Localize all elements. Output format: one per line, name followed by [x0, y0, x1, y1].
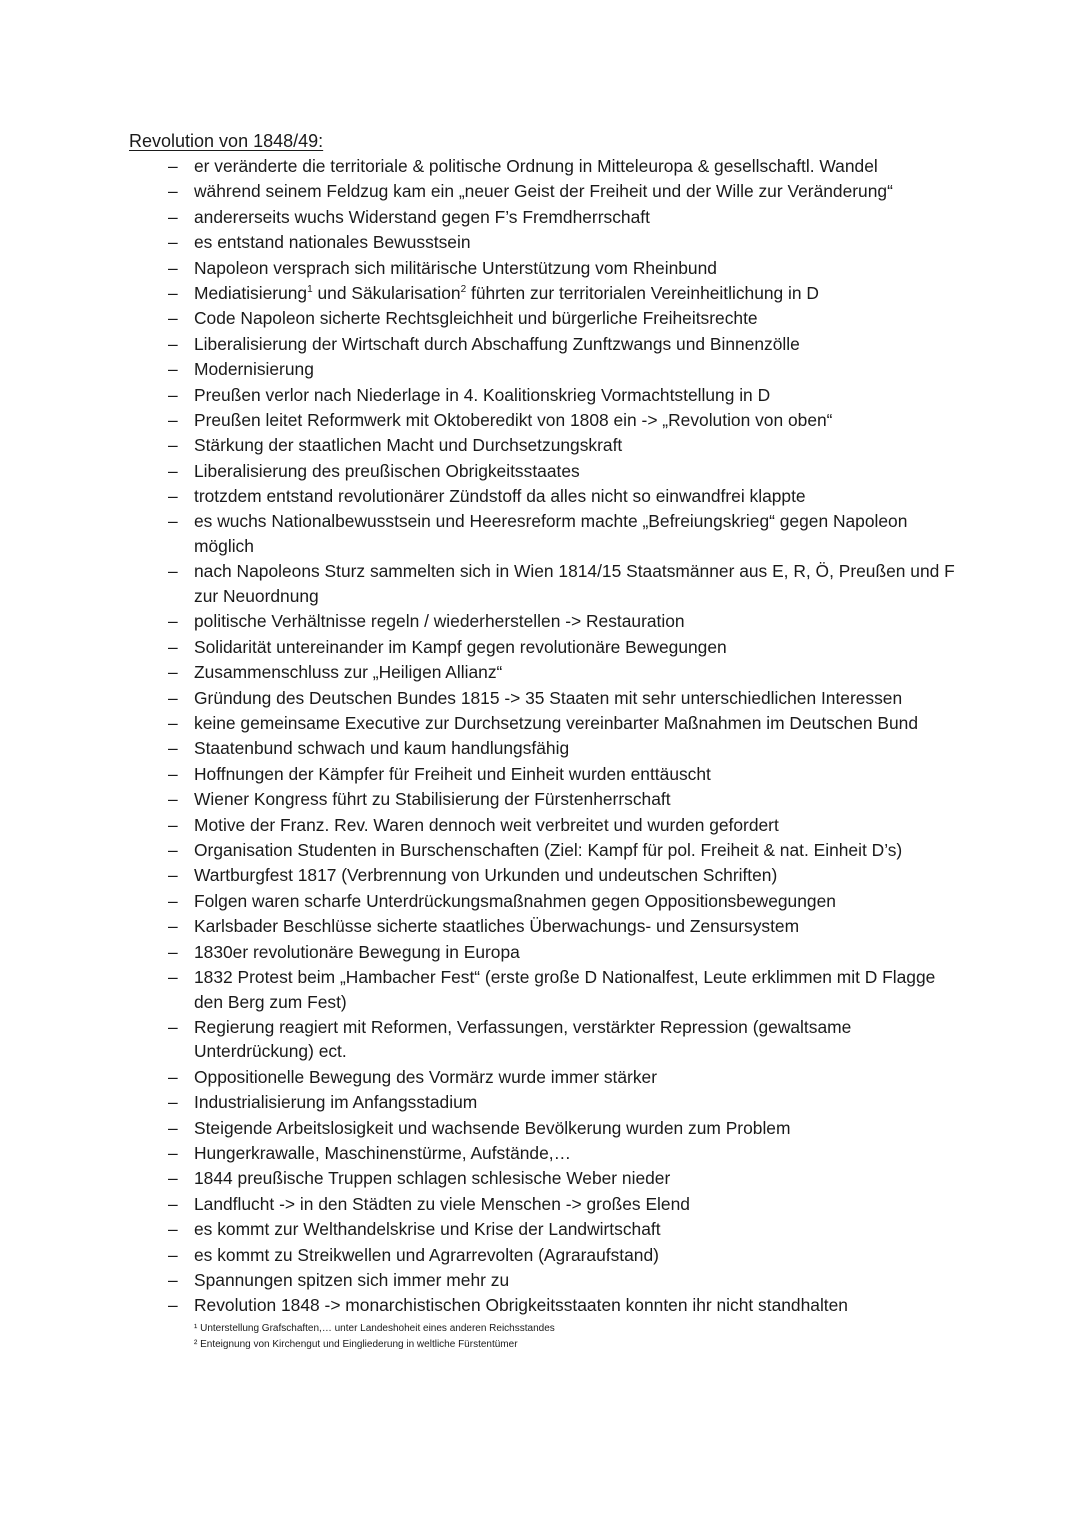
list-item: [160, 179, 960, 204]
dash-bullet: –: [168, 486, 178, 507]
list-item-text: es entstand nationales Bewusstsein: [194, 232, 471, 253]
dash-bullet: –: [168, 282, 178, 303]
list-item: [160, 1116, 960, 1141]
footnote-2: ² Enteignung von Kirchengut und Eingliederung in weltliche Fürstentümer: [194, 1339, 518, 1350]
list-item-text: Regierung reagiert mit Reformen, Verfassungen, verstärkter Repression (gewaltsame Unterdrückung) ect.: [194, 1016, 852, 1062]
dash-bullet: –: [168, 890, 178, 911]
list-item: [160, 787, 960, 812]
list-item-text: Organisation Studenten in Burschenschaften (Ziel: Kampf für pol. Freiheit & nat. Einheit D’s): [194, 839, 903, 860]
list-item-text: Liberalisierung der Wirtschaft durch Abschaffung Zunftzwangs und Binnenzölle: [194, 333, 800, 354]
dash-bullet: –: [168, 611, 178, 632]
list-item: [160, 383, 960, 408]
dash-bullet: –: [168, 384, 178, 405]
list-item: [160, 1015, 960, 1064]
list-item-text: Stärkung der staatlichen Macht und Durchsetzungskraft: [194, 435, 623, 456]
dash-bullet: –: [168, 435, 178, 456]
list-item-text: Staatenbund schwach und kaum handlungsfähig: [194, 738, 570, 759]
list-item-text: es wuchs Nationalbewusstsein und Heeresreform machte „Befreiungskrieg“ gegen Napoleon möglich: [194, 511, 908, 557]
dash-bullet: –: [168, 1295, 178, 1316]
list-item-text: nach Napoleons Sturz sammelten sich in Wien 1814/15 Staatsmänner aus E, R, Ö, Preußen und F zur Neuordnung: [194, 561, 955, 607]
list-item-text: es kommt zu Streikwellen und Agrarrevolten (Agraraufstand): [194, 1244, 659, 1265]
list-item-text: 1832 Protest beim „Hambacher Fest“ (erste große D Nationalfest, Leute erklimmen mit D Flagge den Berg zum Fest): [194, 966, 936, 1012]
list-item: [160, 484, 960, 509]
list-item: [160, 281, 960, 306]
list-item-text: Mediatisierung: [194, 282, 308, 303]
list-item-text: politische Verhältnisse regeln / wiederherstellen -> Restauration: [194, 611, 685, 632]
dash-bullet: –: [168, 257, 178, 278]
list-item-text: Wiener Kongress führt zu Stabilisierung der Fürstenherrschaft: [194, 789, 671, 810]
dash-bullet: –: [168, 1270, 178, 1290]
list-item-text: und Säkularisation: [312, 282, 461, 303]
dash-bullet: –: [168, 511, 178, 532]
list-item: [160, 914, 960, 939]
list-item-text: er veränderte die territoriale & politische Ordnung in Mitteleuropa & gesellschaftl. Wandel: [194, 156, 878, 176]
list-item: [160, 660, 960, 685]
dash-bullet: –: [168, 333, 178, 354]
list-item: [160, 306, 960, 331]
dash-bullet: –: [168, 1066, 178, 1087]
list-item: [160, 357, 960, 382]
dash-bullet: –: [168, 232, 178, 253]
list-item-text: Oppositionelle Bewegung des Vormärz wurde immer stärker: [194, 1066, 657, 1087]
dash-bullet: –: [168, 1143, 178, 1164]
list-item: [160, 408, 960, 433]
list-item-text: Karlsbader Beschlüsse sicherte staatliches Überwachungs- und Zensursystem: [194, 916, 800, 937]
list-item-text: Motive der Franz. Rev. Waren dennoch weit verbreitet und wurden gefordert: [194, 814, 779, 835]
list-item-text: Hoffnungen der Kämpfer für Freiheit und Einheit wurden enttäuscht: [194, 763, 711, 784]
dash-bullet: –: [168, 156, 178, 176]
list-item: [160, 1217, 960, 1242]
dash-bullet: –: [168, 713, 178, 733]
list-item: [160, 889, 960, 914]
list-item-text: Spannungen spitzen sich immer mehr zu: [194, 1270, 510, 1290]
dash-bullet: –: [168, 789, 178, 810]
list-item-text: andererseits wuchs Widerstand gegen F’s Fremdherrschaft: [194, 206, 650, 227]
list-item-text: Wartburgfest 1817 (Verbrennung von Urkunden und undeutschen Schriften): [194, 865, 778, 886]
list-item: [160, 1065, 960, 1090]
list-item-text: Hungerkrawalle, Maschinenstürme, Aufstände,…: [194, 1143, 571, 1164]
dash-bullet: –: [168, 409, 178, 430]
dash-bullet: –: [168, 1244, 178, 1265]
dash-bullet: –: [168, 1193, 178, 1214]
dash-bullet: –: [168, 763, 178, 784]
footnote-1: ¹ Unterstellung Grafschaften,… unter Landeshoheit eines anderen Reichsstandes: [194, 1323, 555, 1334]
list-item-text: Revolution 1848 -> monarchistischen Obrigkeitsstaaten konnten ihr nicht standhalten: [194, 1295, 848, 1316]
list-item: [160, 686, 960, 711]
dash-bullet: –: [168, 941, 178, 962]
footnote-marker: 2: [460, 284, 467, 296]
list-item-text: Preußen verlor nach Niederlage in 4. Koalitionskrieg Vormachtstellung in D: [194, 384, 771, 405]
list-item-text: Zusammenschluss zur „Heiligen Allianz“: [194, 662, 503, 683]
list-item: [160, 965, 960, 1014]
list-item-text: Preußen leitet Reformwerk mit Oktoberedikt von 1808 ein -> „Revolution von oben“: [194, 409, 833, 430]
list-item-text: Landflucht -> in den Städten zu viele Menschen -> großes Elend: [194, 1193, 690, 1214]
list-item: [160, 332, 960, 357]
list-item: [160, 1268, 960, 1293]
dash-bullet: –: [168, 738, 178, 759]
dash-bullet: –: [168, 916, 178, 937]
list-item-text: führten zur territorialen Vereinheitlichung in D: [466, 282, 819, 303]
list-item: [160, 1192, 960, 1217]
dash-bullet: –: [168, 561, 178, 582]
list-item-text: Industrialisierung im Anfangsstadium: [194, 1092, 478, 1113]
list-item: [160, 230, 960, 255]
list-item-text: Steigende Arbeitslosigkeit und wachsende Bevölkerung wurden zum Problem: [194, 1117, 791, 1138]
list-item: [160, 711, 960, 736]
dash-bullet: –: [168, 1219, 178, 1240]
list-item: [160, 736, 960, 761]
dash-bullet: –: [168, 687, 178, 708]
list-item-text: keine gemeinsame Executive zur Durchsetzung vereinbarter Maßnahmen im Deutschen Bund: [194, 713, 919, 733]
list-item-text: 1844 preußische Truppen schlagen schlesische Weber nieder: [194, 1168, 671, 1189]
dash-bullet: –: [168, 865, 178, 886]
list-item-text: 1830er revolutionäre Bewegung in Europa: [194, 941, 520, 962]
list-item-text: während seinem Feldzug kam ein „neuer Geist der Freiheit und der Wille zur Veränderung“: [194, 181, 893, 202]
dash-bullet: –: [168, 460, 178, 481]
list-item: [160, 813, 960, 838]
dash-bullet: –: [168, 181, 178, 202]
list-item: [160, 256, 960, 281]
list-item: [160, 559, 960, 608]
list-item-text: Napoleon versprach sich militärische Unterstützung vom Rheinbund: [194, 257, 717, 278]
dash-bullet: –: [168, 814, 178, 835]
dash-bullet: –: [168, 839, 178, 860]
list-item-text: Folgen waren scharfe Unterdrückungsmaßnahmen gegen Oppositionsbewegungen: [194, 890, 836, 911]
list-item-text: Solidarität untereinander im Kampf gegen revolutionäre Bewegungen: [194, 636, 727, 657]
dash-bullet: –: [168, 966, 178, 987]
dash-bullet: –: [168, 1117, 178, 1138]
dash-bullet: –: [168, 206, 178, 227]
footnotes: [194, 1321, 954, 1353]
list-item-text: Liberalisierung des preußischen Obrigkeitsstaates: [194, 460, 580, 481]
list-item-text: Modernisierung: [194, 359, 314, 380]
dash-bullet: –: [168, 636, 178, 657]
list-item-text: es kommt zur Welthandelskrise und Krise der Landwirtschaft: [194, 1219, 661, 1240]
footnote-marker: 1: [307, 284, 313, 296]
dash-bullet: –: [168, 662, 178, 683]
list-item-text: Code Napoleon sicherte Rechtsgleichheit und bürgerliche Freiheitsrechte: [194, 308, 758, 329]
list-item: [160, 940, 960, 965]
dash-bullet: –: [168, 359, 178, 380]
list-item: [160, 635, 960, 660]
list-item: [160, 205, 960, 230]
list-item: [160, 1090, 960, 1115]
dash-bullet: –: [168, 1016, 178, 1037]
list-item: [160, 154, 960, 179]
dash-bullet: –: [168, 1168, 178, 1189]
list-item: [160, 609, 960, 634]
list-item: [160, 838, 960, 863]
list-item: [160, 762, 960, 787]
list-item: [160, 1166, 960, 1191]
list-item: [160, 1141, 960, 1166]
list-item: [160, 509, 960, 558]
list-item: [160, 459, 960, 484]
list-item: [160, 1243, 960, 1268]
list-item: [160, 863, 960, 888]
list-item: [160, 433, 960, 458]
list-item-text: trotzdem entstand revolutionärer Zündstoff da alles nicht so einwandfrei klappte: [194, 486, 806, 507]
page-heading: Revolution von 1848/49:: [129, 131, 324, 151]
list-item-text: Gründung des Deutschen Bundes 1815 -> 35 Staaten mit sehr unterschiedlichen Interessen: [194, 687, 903, 708]
dash-bullet: –: [168, 308, 178, 329]
dash-bullet: –: [168, 1092, 178, 1113]
list-item: [160, 1293, 960, 1318]
bullet-list: [160, 154, 960, 1319]
